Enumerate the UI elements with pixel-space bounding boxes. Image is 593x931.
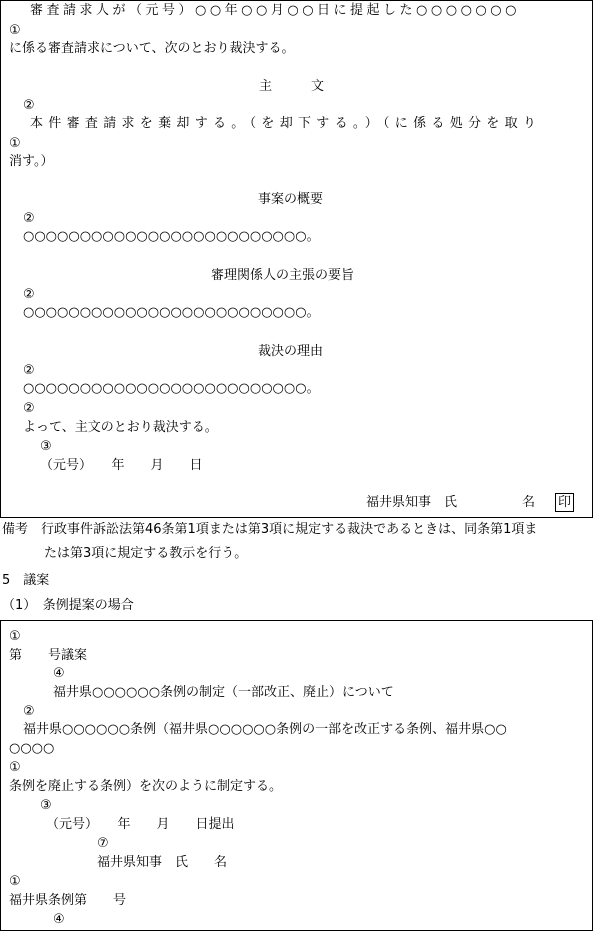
reference-mark-7: ⑦	[97, 836, 109, 851]
main-text-heading: 主 文	[259, 79, 325, 94]
reference-mark-1: ①	[9, 23, 21, 38]
reference-mark-1: ①	[9, 629, 21, 644]
reference-mark-4: ④	[53, 912, 65, 927]
reference-mark-3: ③	[40, 798, 52, 813]
party-claims-heading: 審理関係人の主張の要旨	[211, 268, 355, 283]
intro-line-2: に係る審査請求について、次のとおり裁決する。	[9, 41, 295, 56]
bill-body-line-1: 福井県○○○○○○条例（福井県○○○○○○条例の一部を改正する条例、福井県○○	[23, 722, 507, 737]
reference-mark-1: ①	[9, 760, 21, 775]
main-text-line-2: 消す。）	[9, 154, 54, 169]
bill-body-line-3: 条例を廃止する条例）を次のように制定する。	[9, 779, 283, 794]
bill-body-line-2: ○○○○	[9, 741, 55, 756]
reference-mark-1: ①	[9, 874, 21, 889]
case-summary-heading: 事案の概要	[258, 192, 324, 207]
reference-mark-2: ②	[23, 287, 35, 302]
reference-mark-4: ④	[53, 666, 65, 681]
decision-date-line: （元号） 年 月 日	[40, 458, 203, 473]
intro-line-1: 審査請求人が（元号）○○年○○月○○日に提起した○○○○○○○	[30, 3, 520, 18]
bill-title-line: 福井県○○○○○○条例の制定（一部改正、廃止）について	[53, 685, 394, 700]
bill-date-line: （元号） 年 月 日提出	[46, 817, 235, 832]
decision-reason-text: ○○○○○○○○○○○○○○○○○○○○○○○○○。	[23, 381, 320, 396]
reference-mark-2: ②	[23, 401, 35, 416]
ordinance-number-line: 福井県条例第 号	[9, 893, 127, 908]
bill-governor-signature: 福井県知事 氏 名	[97, 855, 228, 870]
reference-mark-3: ③	[40, 439, 52, 454]
reference-mark-1: ①	[9, 136, 21, 151]
party-claims-text: ○○○○○○○○○○○○○○○○○○○○○○○○○。	[23, 305, 320, 320]
reference-mark-2: ②	[23, 98, 35, 113]
decision-reason-heading: 裁決の理由	[258, 344, 324, 359]
bill-number-line: 第 号議案	[9, 648, 88, 663]
reference-mark-2: ②	[23, 211, 35, 226]
seal-mark: 印	[555, 493, 574, 512]
note-line-1: 備考 行政事件訴訟法第46条第1項または第3項に規定する裁決であるときは、同条第1項ま	[2, 522, 538, 537]
bill-form-box	[0, 620, 593, 931]
governor-signature-line: 福井県知事 氏 名	[366, 495, 536, 510]
note-line-2: たは第3項に規定する教示を行う。	[44, 546, 248, 561]
decision-closing-text: よって、主文のとおり裁決する。	[23, 420, 218, 435]
reference-mark-2: ②	[23, 363, 35, 378]
main-text-line-1: 本件審査請求を棄却する。（を却下する。）（に係る処分を取り	[30, 116, 542, 131]
reference-mark-2: ②	[23, 704, 35, 719]
section-heading: 5 議案	[2, 573, 50, 588]
case-summary-text: ○○○○○○○○○○○○○○○○○○○○○○○○○。	[23, 229, 320, 244]
section-subheading: （1） 条例提案の場合	[2, 598, 134, 613]
